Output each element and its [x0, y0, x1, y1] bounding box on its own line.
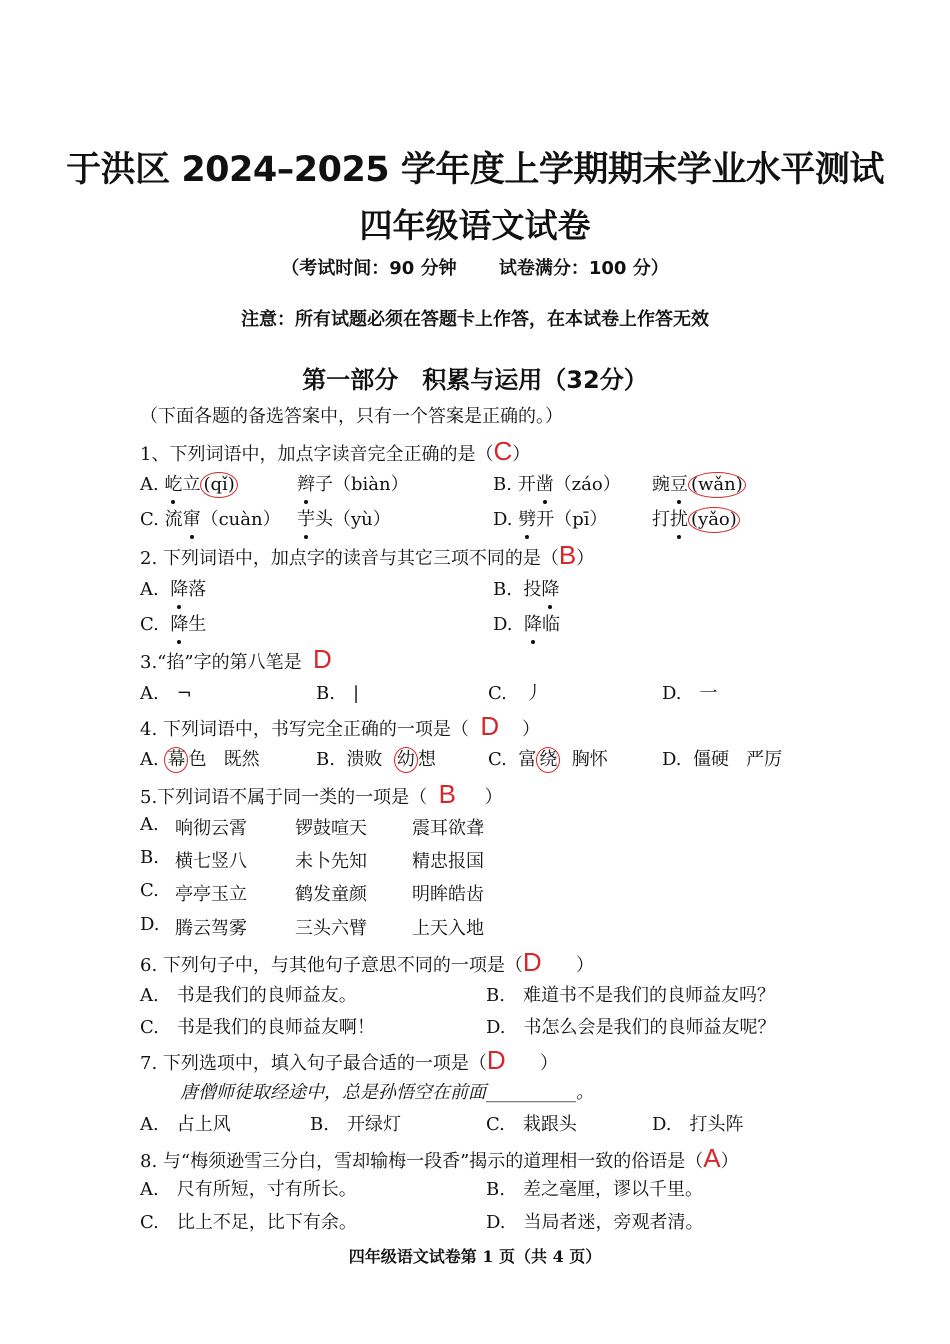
q4-c1-circled: 绕	[536, 747, 560, 773]
q1-a1-post: 立	[182, 474, 201, 495]
q1-c1-post: （cuàn）	[200, 509, 281, 530]
q1-b2-pre: 豌	[652, 474, 670, 495]
q5-stem-text: 5.下列词语不属于同一类的一项是（	[140, 787, 428, 808]
q5-word: 锣鼓喧天	[295, 818, 367, 839]
q2-answer: B	[558, 540, 577, 570]
q2-a-post: 落	[188, 579, 207, 600]
q4-answer: D	[480, 711, 500, 741]
q3-option-a: A. ¬	[140, 683, 192, 704]
q4-d-label: D.	[662, 749, 682, 770]
q1-answer: C	[493, 436, 513, 466]
q5-word: 响彻云霄	[175, 818, 247, 839]
q4-b2-circled: 幼	[394, 747, 418, 773]
q1-a-label: A.	[140, 474, 159, 495]
q2-d-label: D.	[493, 614, 513, 635]
q1-close: ）	[512, 444, 531, 465]
q4-a2: 既然	[223, 749, 260, 770]
q4-option-b	[316, 745, 436, 773]
q2-b-label: B.	[493, 579, 512, 600]
q3-stem-text: 3.“掐”字的第八笔是	[140, 652, 302, 673]
q1-b2-dotchar: 豆	[670, 470, 688, 496]
q4-a1-circled: 幕	[164, 747, 188, 773]
q1-option-b2	[652, 470, 746, 498]
q1-b2-pinyin-circled: (wǎn)	[688, 472, 746, 498]
q7-option-c: C. 栽跟头	[486, 1114, 577, 1135]
q1-a1-pinyin-circled: (qǐ)	[200, 472, 237, 498]
q2-b-dotchar: 降	[541, 575, 559, 601]
q1-a2-dotchar: 辫	[297, 470, 315, 496]
q1-option-d2	[652, 505, 740, 533]
exam-score: 试卷满分：100 分）	[498, 258, 669, 279]
part-intro: （下面各题的备选答案中，只有一个答案是正确的。）	[140, 406, 563, 427]
q1-option-a2	[297, 470, 409, 496]
q1-d1-dotchar: 劈	[518, 505, 536, 531]
q1-c-label: C.	[140, 509, 159, 530]
q1-d2-dotchar: 扰	[670, 505, 688, 531]
part-heading: 第一部分 积累与运用（32分）	[302, 366, 648, 394]
q1-option-a	[140, 470, 238, 498]
q5-word: 未卜先知	[295, 851, 367, 872]
exam-title: 于洪区 2024–2025 学年度上学期期末学业水平测试	[66, 150, 884, 190]
q7-stem-text: 7. 下列选项中，填入句子最合适的一项是（	[140, 1053, 487, 1074]
q4-d2: 严厉	[746, 749, 783, 770]
q8-stem	[140, 1143, 739, 1174]
q6-stem	[140, 947, 594, 978]
q1-d-label: D.	[493, 509, 513, 530]
q4-c2: 胸怀	[571, 749, 608, 770]
exam-info	[0, 254, 950, 280]
q4-c-label: C.	[488, 749, 507, 770]
exam-notice: 注意：所有试题必须在答题卡上作答，在本试卷上作答无效	[241, 309, 709, 330]
q7-option-b: B. 开绿灯	[310, 1114, 401, 1135]
q7-stem	[140, 1045, 558, 1076]
q5-word: 上天入地	[412, 918, 484, 939]
q2-option-a	[140, 575, 206, 601]
q3-option-b: B. |	[316, 683, 360, 704]
q3-answer: D	[313, 644, 332, 674]
q8-stem-text: 8. 与“梅须逊雪三分白，雪却输梅一段香”揭示的道理相一致的俗语是（	[140, 1151, 704, 1172]
q1-a2-post: 子（biàn）	[315, 474, 409, 495]
q4-b-label: B.	[316, 749, 335, 770]
q6-close: ）	[576, 955, 595, 976]
q1-option-d	[493, 505, 608, 531]
q1-d2-pinyin-circled: (yǎo)	[688, 507, 740, 533]
q5-word: 鹤发童颜	[295, 884, 367, 905]
exam-time: （考试时间：90 分钟	[281, 258, 457, 279]
q5-row-label: B.	[140, 847, 159, 868]
q1-d2-pre: 打	[652, 509, 670, 530]
q3-option-c: C. 丿	[488, 683, 543, 704]
q2-d-post: 临	[541, 614, 560, 635]
q7-sentence: 唐僧师徒取经途中，总是孙悟空在前面__________。	[180, 1082, 594, 1103]
q8-answer: A	[703, 1143, 721, 1173]
q2-option-c	[140, 610, 206, 636]
q5-option-c	[140, 880, 484, 905]
q4-b2-rest: 想	[417, 749, 436, 770]
q8-option-c: C. 比上不足，比下有余。	[140, 1212, 357, 1233]
q1-option-c2	[297, 505, 391, 531]
exam-subtitle: 四年级语文试卷	[359, 206, 591, 245]
q5-row-label: A.	[140, 814, 159, 835]
q2-stem-text: 2. 下列词语中，加点字的读音与其它三项不同的是（	[140, 548, 559, 569]
q4-option-d	[662, 745, 782, 771]
q1-a1-dotchar: 屹	[164, 470, 182, 496]
q6-option-b: B. 难道书不是我们的良师益友吗？	[486, 985, 775, 1006]
q5-word: 震耳欲聋	[412, 818, 484, 839]
q5-word: 腾云驾雾	[175, 918, 247, 939]
q8-close: ）	[720, 1151, 739, 1172]
q4-a-label: A.	[140, 749, 159, 770]
q1-stem-text: 1、下列词语中，加点字读音完全正确的是（	[140, 444, 494, 465]
q6-stem-text: 6. 下列句子中，与其他句子意思不同的一项是（	[140, 955, 523, 976]
q8-option-b: B. 差之毫厘，谬以千里。	[486, 1179, 703, 1200]
q6-option-d: D. 书怎么会是我们的良师益友呢？	[486, 1017, 776, 1038]
q1-b1-pre: 开	[517, 474, 536, 495]
q2-option-d	[493, 610, 560, 636]
q1-c2-post: 头（yù）	[315, 509, 391, 530]
q7-answer: D	[486, 1045, 506, 1075]
q2-a-label: A.	[140, 579, 159, 600]
q1-b1-post: （záo）	[553, 474, 621, 495]
q1-b1-dotchar: 凿	[536, 470, 554, 496]
page-footer: 四年级语文试卷第 1 页（共 4 页）	[348, 1247, 602, 1266]
q2-c-post: 生	[188, 614, 207, 635]
q4-stem	[140, 711, 540, 742]
q5-close: ）	[484, 787, 503, 808]
q2-option-b	[493, 575, 559, 601]
q1-c1-dotchar: 窜	[183, 505, 201, 531]
q4-d1: 僵硬	[692, 749, 729, 770]
q5-option-b	[140, 847, 484, 872]
q7-option-d: D. 打头阵	[652, 1114, 744, 1135]
q8-option-d: D. 当局者迷，旁观者清。	[486, 1212, 704, 1233]
q7-close: ）	[540, 1053, 559, 1074]
q5-answer: B	[438, 779, 456, 809]
q2-stem	[140, 540, 594, 571]
q4-option-a	[140, 745, 260, 773]
q3-stem	[140, 644, 332, 675]
q6-option-a: A. 书是我们的良师益友。	[140, 985, 357, 1006]
q1-c2-dotchar: 芋	[297, 505, 315, 531]
q5-word: 精忠报国	[412, 851, 484, 872]
q6-answer: D	[522, 947, 542, 977]
q2-c-dotchar: 降	[170, 610, 188, 636]
q2-d-dotchar: 降	[524, 610, 542, 636]
q2-c-label: C.	[140, 614, 159, 635]
q5-row-label: C.	[140, 880, 159, 901]
q1-d1-post: 开（pī）	[536, 509, 608, 530]
q5-word: 三头六臂	[295, 918, 367, 939]
q4-close: ）	[522, 719, 541, 740]
q3-option-d: D. 一	[662, 683, 718, 704]
q5-option-d	[140, 914, 484, 939]
q1-c1-pre: 流	[164, 509, 183, 530]
q4-b1: 溃败	[346, 749, 383, 770]
q5-word: 横七竖八	[175, 851, 247, 872]
q8-option-a: A. 尺有所短，寸有所长。	[140, 1179, 357, 1200]
q5-word: 明眸皓齿	[412, 884, 484, 905]
q1-stem	[140, 436, 530, 467]
q2-a-dotchar: 降	[170, 575, 188, 601]
q4-option-c	[488, 745, 608, 773]
q5-word: 亭亭玉立	[175, 884, 247, 905]
q5-option-a	[140, 814, 484, 839]
q4-c1-pre: 富	[518, 749, 537, 770]
q2-b-pre: 投	[523, 579, 542, 600]
q1-option-b	[493, 470, 621, 496]
q4-stem-text: 4. 下列词语中，书写完全正确的一项是（	[140, 719, 469, 740]
q5-stem	[140, 779, 503, 810]
q5-row-label: D.	[140, 914, 160, 935]
q2-close: ）	[576, 548, 595, 569]
q1-b-label: B.	[493, 474, 512, 495]
q6-option-c: C. 书是我们的良师益友啊！	[140, 1017, 375, 1038]
q7-option-a: A. 占上风	[140, 1114, 231, 1135]
q1-option-c	[140, 505, 281, 531]
q4-a1-rest: 色	[188, 749, 207, 770]
